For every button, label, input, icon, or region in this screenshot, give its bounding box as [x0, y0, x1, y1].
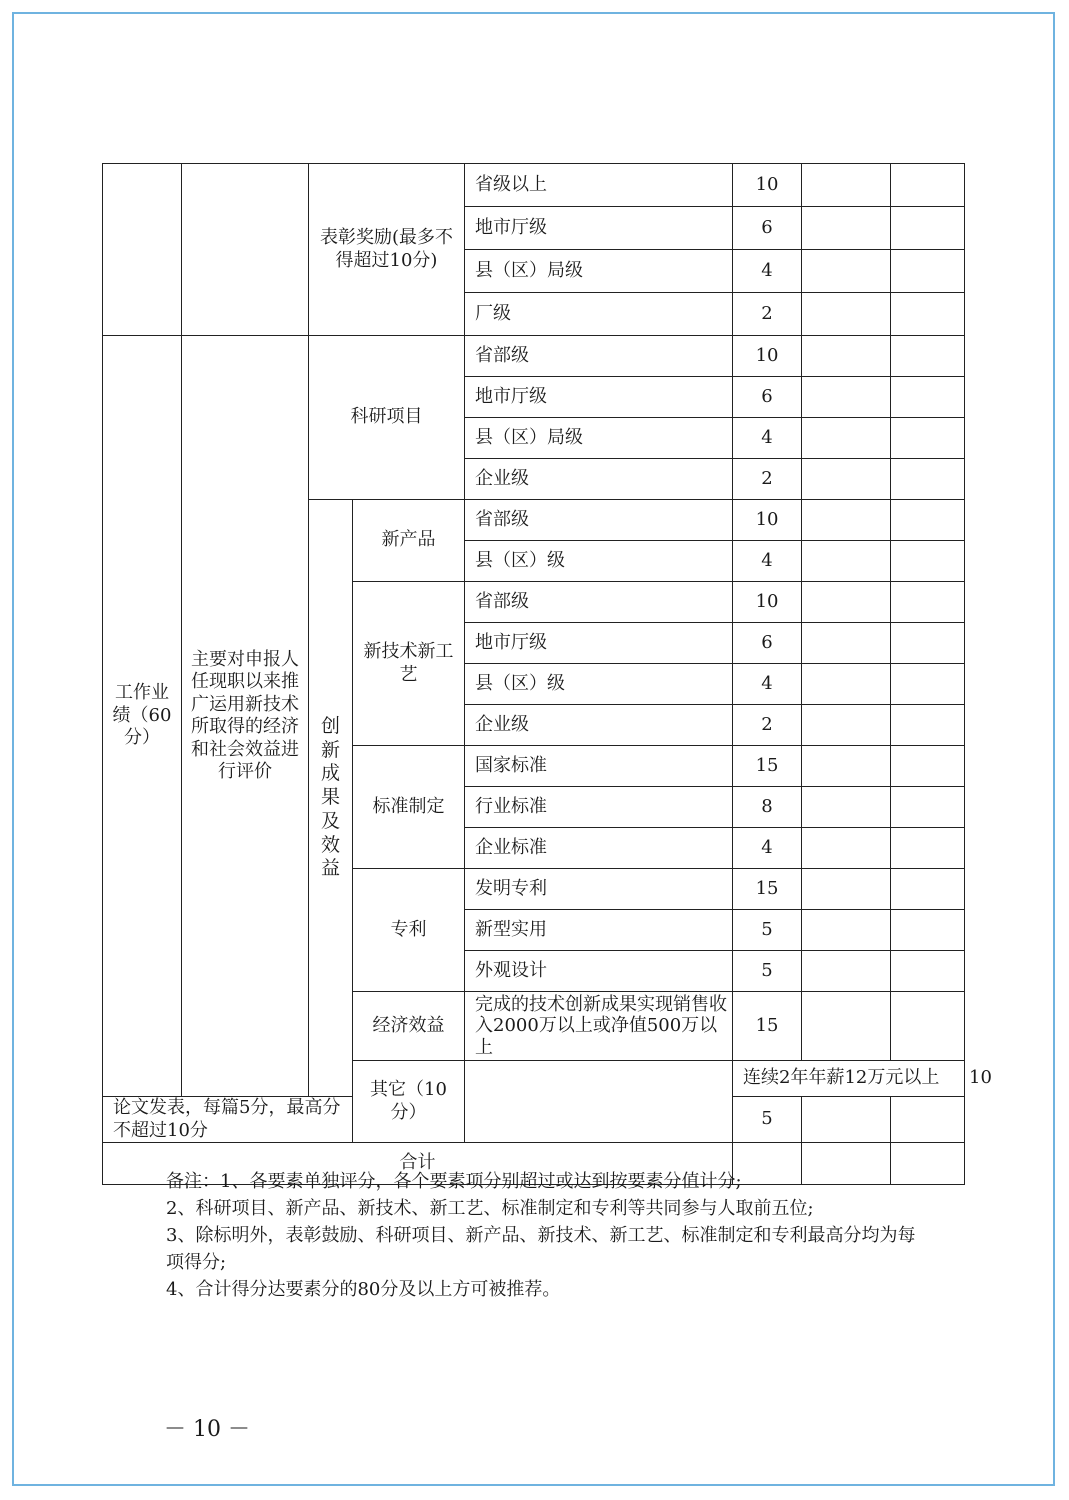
- score-cell[interactable]: [891, 250, 965, 293]
- subcategory-econ: 经济效益: [353, 992, 465, 1061]
- item-score: 5: [733, 951, 802, 992]
- item-score: 6: [733, 377, 802, 418]
- score-cell[interactable]: [891, 582, 965, 623]
- item-score: 5: [733, 910, 802, 951]
- note-line: 4、合计得分达要素分的80分及以上方可被推荐。: [166, 1279, 561, 1300]
- page-number: － 10 －: [164, 1417, 250, 1442]
- score-cell[interactable]: [891, 1097, 965, 1143]
- score-cell[interactable]: [891, 293, 965, 336]
- score-cell[interactable]: [802, 1097, 891, 1143]
- item-label: 县（区）级: [465, 541, 733, 582]
- item-score: 2: [733, 293, 802, 336]
- item-label: 县（区）局级: [465, 418, 733, 459]
- score-cell[interactable]: [891, 623, 965, 664]
- score-cell[interactable]: [802, 541, 891, 582]
- subcategory-patent: 专利: [353, 869, 465, 992]
- score-cell[interactable]: [802, 293, 891, 336]
- note-line: 2、科研项目、新产品、新技术、新工艺、标准制定和专利等共同参与人取前五位;: [166, 1198, 814, 1219]
- item-label: 县（区）级: [465, 664, 733, 705]
- cell-empty: [103, 164, 182, 336]
- score-cell[interactable]: [891, 377, 965, 418]
- item-score: 10: [733, 500, 802, 541]
- score-cell[interactable]: [891, 418, 965, 459]
- item-score: 5: [733, 1097, 802, 1143]
- item-label: 企业标准: [465, 828, 733, 869]
- score-cell[interactable]: [802, 500, 891, 541]
- item-score: 10: [733, 336, 802, 377]
- score-cell[interactable]: [802, 418, 891, 459]
- item-label: 发明专利: [465, 869, 733, 910]
- score-cell[interactable]: [802, 250, 891, 293]
- score-cell[interactable]: [802, 459, 891, 500]
- item-score: 10: [733, 164, 802, 207]
- score-cell[interactable]: [802, 377, 891, 418]
- item-score: 2: [733, 705, 802, 746]
- score-cell[interactable]: [891, 746, 965, 787]
- category-innovation: [309, 500, 353, 1097]
- subcategory-new-tech: 新技术新工艺: [353, 582, 465, 746]
- item-score: 15: [733, 992, 802, 1061]
- item-label: 省级以上: [465, 164, 733, 207]
- item-label: 省部级: [465, 582, 733, 623]
- score-cell[interactable]: [891, 164, 965, 207]
- item-label: 连续2年年薪12万元以上: [733, 1061, 965, 1097]
- score-cell[interactable]: [802, 207, 891, 250]
- score-cell[interactable]: [802, 951, 891, 992]
- category-work: 工作业绩（60分）: [103, 336, 182, 1097]
- innovation-label: 创 新 成 果 及 效 益: [320, 714, 340, 880]
- score-cell[interactable]: [802, 787, 891, 828]
- score-cell[interactable]: [802, 623, 891, 664]
- note-line: 备注：1、各要素单独评分，各个要素项分别超过或达到按要素分值计分;: [166, 1171, 742, 1192]
- item-label: 省部级: [465, 336, 733, 377]
- subcategory-new-product: 新产品: [353, 500, 465, 582]
- item-score: 15: [733, 869, 802, 910]
- item-score: 4: [733, 541, 802, 582]
- score-cell[interactable]: [802, 582, 891, 623]
- item-label: 完成的技术创新成果实现销售收入2000万以上或净值500万以上: [465, 992, 733, 1061]
- total-label: 合计: [103, 1143, 733, 1185]
- score-cell[interactable]: [891, 869, 965, 910]
- item-label: 论文发表，每篇5分，最高分不超过10分: [103, 1097, 353, 1143]
- item-score: 4: [733, 418, 802, 459]
- item-label: 外观设计: [465, 951, 733, 992]
- item-label: 新型实用: [465, 910, 733, 951]
- item-score: 15: [733, 746, 802, 787]
- score-cell[interactable]: [891, 910, 965, 951]
- subcategory-research: 科研项目: [309, 336, 465, 500]
- score-cell[interactable]: [891, 951, 965, 992]
- notes: [166, 1168, 926, 1303]
- note-line: 3、除标明外，表彰鼓励、科研项目、新产品、新技术、新工艺、标准制定和专利最高分均为每项得分;: [166, 1225, 916, 1273]
- score-cell[interactable]: [891, 828, 965, 869]
- item-label: 企业级: [465, 459, 733, 500]
- score-cell[interactable]: [802, 869, 891, 910]
- score-cell[interactable]: [802, 164, 891, 207]
- score-cell[interactable]: [891, 207, 965, 250]
- item-score: 6: [733, 623, 802, 664]
- item-score: 2: [733, 459, 802, 500]
- score-cell[interactable]: [802, 336, 891, 377]
- item-label: 地市厅级: [465, 623, 733, 664]
- table-row: [103, 336, 965, 377]
- item-score: 10: [733, 582, 802, 623]
- item-label: 县（区）局级: [465, 250, 733, 293]
- score-cell[interactable]: [891, 992, 965, 1061]
- item-score: 8: [733, 787, 802, 828]
- score-cell[interactable]: [891, 787, 965, 828]
- item-score: 4: [733, 250, 802, 293]
- item-label: 企业级: [465, 705, 733, 746]
- item-score: 4: [733, 664, 802, 705]
- item-label: 地市厅级: [465, 377, 733, 418]
- evaluation-table: [102, 163, 992, 1185]
- category-description: 主要对申报人任现职以来推广运用新技术所取得的经济和社会效益进行评价: [182, 336, 309, 1097]
- score-cell[interactable]: [891, 500, 965, 541]
- cell-empty: [465, 1061, 733, 1143]
- item-label: 行业标准: [465, 787, 733, 828]
- item-label: 厂级: [465, 293, 733, 336]
- score-cell[interactable]: [802, 828, 891, 869]
- score-cell[interactable]: [802, 705, 891, 746]
- score-cell[interactable]: [802, 664, 891, 705]
- cell-empty: [182, 164, 309, 336]
- subcategory-award: 表彰奖励(最多不得超过10分): [309, 164, 465, 336]
- score-cell[interactable]: [802, 910, 891, 951]
- score-cell[interactable]: [802, 746, 891, 787]
- score-cell[interactable]: [802, 992, 891, 1061]
- table-row: 其它（10分） 连续2年年薪12万元以上 10: [103, 1061, 965, 1097]
- score-cell[interactable]: [891, 664, 965, 705]
- category-other: 其它（10分）: [353, 1061, 465, 1143]
- item-label: 地市厅级: [465, 207, 733, 250]
- subcategory-standard: 标准制定: [353, 746, 465, 869]
- score-cell[interactable]: [891, 459, 965, 500]
- item-label: 国家标准: [465, 746, 733, 787]
- table-row: [103, 164, 965, 207]
- score-cell[interactable]: [891, 705, 965, 746]
- score-cell[interactable]: [891, 541, 965, 582]
- item-score: 6: [733, 207, 802, 250]
- item-label: 省部级: [465, 500, 733, 541]
- item-score: 4: [733, 828, 802, 869]
- score-cell[interactable]: [891, 336, 965, 377]
